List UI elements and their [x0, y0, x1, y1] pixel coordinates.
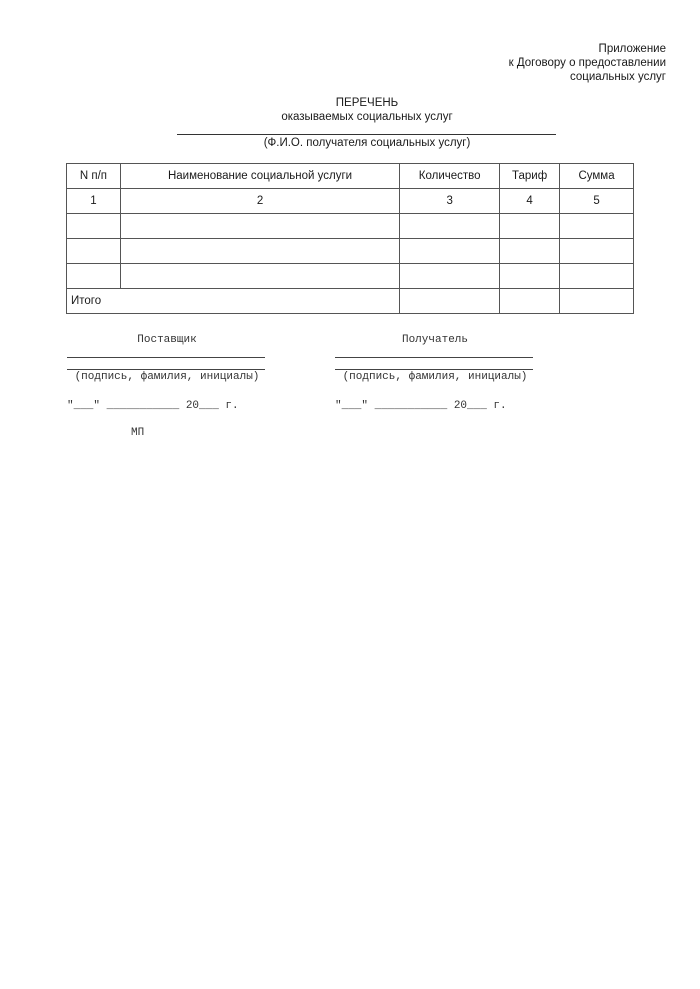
table-row [67, 264, 634, 289]
table-row [67, 214, 634, 239]
supplier-signature-block [67, 333, 267, 383]
table-cell [67, 239, 121, 264]
recipient-name-line [177, 134, 556, 135]
header-tariff: Тариф [500, 164, 560, 189]
column-number-cell: 4 [500, 189, 560, 214]
document-title: ПЕРЕЧЕНЬ [335, 97, 399, 109]
table-cell [400, 214, 500, 239]
recipient-signature-block [335, 333, 535, 383]
table-header-row [67, 164, 634, 189]
table-cell [500, 239, 560, 264]
table-cell [500, 264, 560, 289]
table-cell [560, 214, 634, 239]
recipient-signature-line [335, 357, 533, 358]
column-number-cell: 1 [67, 189, 121, 214]
recipient-label: Получатель [401, 334, 468, 346]
column-number-cell: 3 [400, 189, 500, 214]
supplier-label: Поставщик [137, 334, 197, 346]
column-number-cell: 2 [120, 189, 399, 214]
supplier-date: "___" ___________ 20___ г. [67, 400, 239, 412]
total-label: Итого [67, 289, 400, 314]
column-number-row [67, 189, 634, 214]
appendix-note [509, 42, 666, 84]
table-cell [500, 214, 560, 239]
table-cell [400, 264, 500, 289]
stamp-placeholder: МП [131, 427, 145, 439]
document-subtitle: оказываемых социальных услуг [281, 111, 453, 123]
header-sum: Сумма [560, 164, 634, 189]
table-cell [120, 239, 399, 264]
table-cell [120, 264, 399, 289]
table-cell [400, 239, 500, 264]
header-service-name: Наименование социальной услуги [120, 164, 399, 189]
recipient-signature-caption: (подпись, фамилия, инициалы) [342, 371, 528, 383]
recipient-name-caption: (Ф.И.О. получателя социальных услуг) [263, 137, 471, 149]
table-cell [560, 239, 634, 264]
appendix-line-2: к Договору о предоставлении [508, 57, 666, 69]
header-quantity: Количество [400, 164, 500, 189]
table-cell [400, 289, 500, 314]
header-number: N п/п [67, 164, 121, 189]
table-cell [67, 264, 121, 289]
table-cell [560, 264, 634, 289]
recipient-signature-line [335, 369, 533, 370]
total-row [67, 289, 634, 314]
supplier-signature-line [67, 369, 265, 370]
appendix-line-3: социальных услуг [570, 71, 666, 83]
supplier-signature-line [67, 357, 265, 358]
appendix-line-1: Приложение [598, 43, 666, 55]
recipient-date: "___" ___________ 20___ г. [335, 400, 507, 412]
table-cell [500, 289, 560, 314]
services-table [66, 163, 634, 314]
column-number-cell: 5 [560, 189, 634, 214]
table-cell [67, 214, 121, 239]
table-row [67, 239, 634, 264]
table-cell [560, 289, 634, 314]
table-cell [120, 214, 399, 239]
supplier-signature-caption: (подпись, фамилия, инициалы) [74, 371, 260, 383]
